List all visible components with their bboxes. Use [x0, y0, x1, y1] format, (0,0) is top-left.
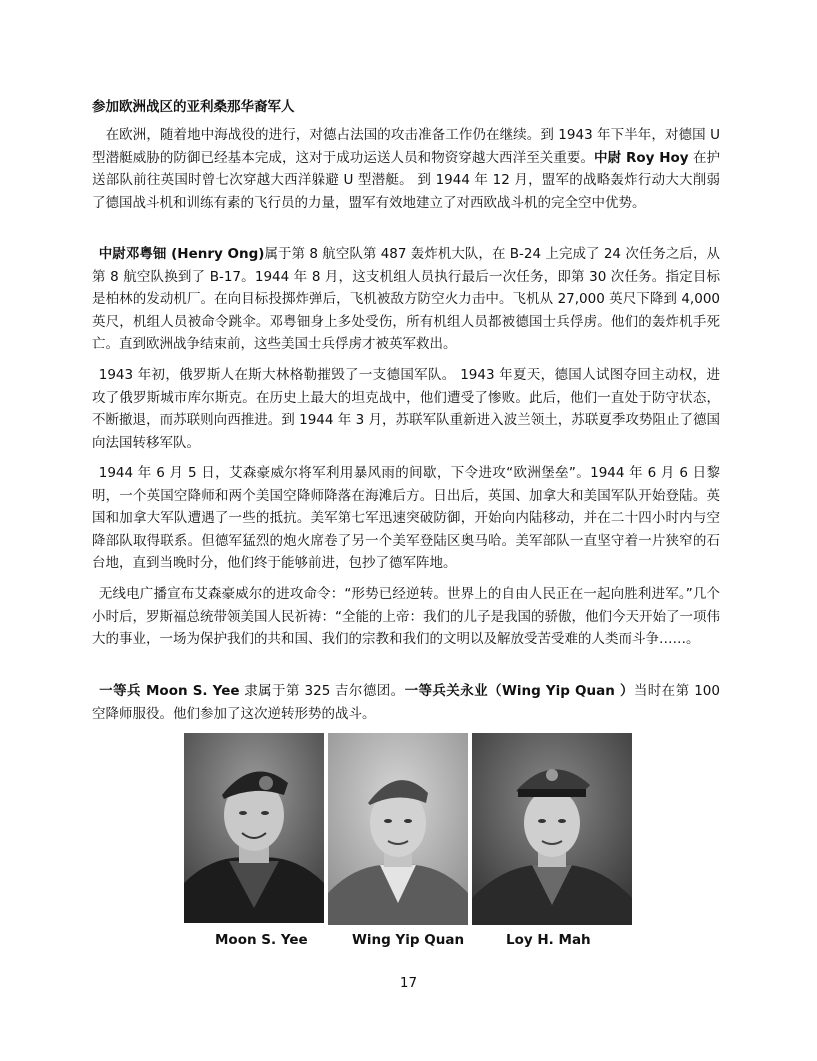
- page-number: 17: [399, 975, 418, 991]
- p6-moon-yee: 一等兵 Moon S. Yee: [98, 683, 240, 699]
- paragraph-d-day: [92, 462, 720, 575]
- caption-moon-s-yee: Moon S. Yee: [215, 932, 308, 948]
- p2-henry-ong: 中尉邓粤钿 (Henry Ong): [98, 246, 265, 262]
- p6-wing-quan: 一等兵关永业（Wing Yip Quan ）: [404, 683, 634, 699]
- p5-text: 无线电广播宣布艾森豪威尔的进攻命令：“形势已经逆转。世界上的自由人民正在一起向胜利进军。”几个小时后，罗斯福总统带领美国人民祈祷：“全能的上帝：我们的儿子是我国的骄傲，他们今天开始了一项伟大的事业，一场为保护我们的共和国、我们的宗教和我们的文明以及解放受苦受难的人类而斗争……。: [92, 586, 720, 647]
- p3-text: 1943 年初，俄罗斯人在斯大林格勒摧毁了一支德国军队。 1943 年夏天，德国人试图夺回主动权，进攻了俄罗斯城市库尔斯克。在历史上最大的坦克战中，他们遭受了惨败。此后，他们一直处于防守状态，不断撤退，而苏联则向西推进。到 1944 年 3 月，苏联军队重新进入波兰领土，苏联夏季攻势阻止了德国向法国转移军队。: [92, 367, 720, 451]
- p1-roy-hoy: 中尉 Roy Hoy: [594, 149, 689, 166]
- paragraph-radio-broadcast: [92, 583, 720, 651]
- p6-text-b: 隶属于第 325 吉尔德团。: [239, 683, 405, 699]
- p4-text: 1944 年 6 月 5 日，艾森豪威尔将军利用暴风雨的间歇，下令进攻“欧洲堡垒”。1944 年 6 月 6 日黎明，一个英国空降师和两个美国空降师降落在海滩后方。日出后，英国、加拿大和美国军队开始登陆。英国和加拿大军队遭遇了一些的抵抗。美军第七军迅速突破防御，开始向内陆移动，并在二十四小时内与空降部队取得联系。但德军猛烈的炮火席卷了另一个美军登陆区奥马哈。美军部队一直坚守着一片狭窄的石台地，直到当晚时分，他们终于能够前进，包抄了德军阵地。: [92, 465, 720, 571]
- caption-loy-h-mah: Loy H. Mah: [506, 932, 591, 948]
- paragraph-europe-atlantic: [92, 124, 720, 214]
- section-title: 参加欧洲战区的亚利桑那华裔军人: [92, 99, 295, 115]
- p1-text-a: 在欧洲，随着地中海战役的进行，对德占法国的攻击准备工作仍在继续。到 1943 年下半年，对德国 U 型潜艇威胁的防御已经基本完成，这对于成功运送人员和物资穿越大西洋至关重要。: [92, 127, 720, 166]
- p6-text-d: 当时在第 100 空降师服役。他们参加了这次逆转形势的战斗。: [92, 683, 720, 722]
- portrait-loy-h-mah: [472, 733, 632, 925]
- paragraph-eastern-front: [92, 364, 720, 454]
- paragraph-henry-ong: [92, 243, 720, 356]
- caption-wing-yip-quan: Wing Yip Quan: [352, 932, 465, 948]
- portrait-wing-yip-quan: [328, 733, 468, 925]
- portrait-photos: [184, 733, 632, 925]
- portrait-moon-s-yee: [184, 733, 324, 923]
- paragraph-moon-yee-wing-quan: [92, 680, 720, 725]
- p2-text-b: 属于第 8 航空队第 487 轰炸机大队，在 B-24 上完成了 24 次任务之后，从第 8 航空队换到了 B-17。1944 年 8 月，这支机组人员执行最后一次任务，即第 30 次任务。指定目标是柏林的发动机厂。在向目标投掷炸弹后，飞机被敌方防空火力击中。飞机从 27,000 英尺下降到 4,000 英尺，机组人员被命令跳伞。邓粤钿身上多处受伤，所有机组人员都被德国士兵俘虏。他们的轰炸机手死亡。直到欧洲战争结束前，这些美国士兵俘虏才被英军救出。: [92, 246, 720, 352]
- p1-text-c: 在护送部队前往英国时曾七次穿越大西洋躲避 U 型潜艇。 到 1944 年 12 月，盟军的战略轰炸行动大大削弱了德国战斗机和训练有素的飞行员的力量，盟军有效地建立了对西欧战斗机的完全空中优势。: [92, 149, 721, 211]
